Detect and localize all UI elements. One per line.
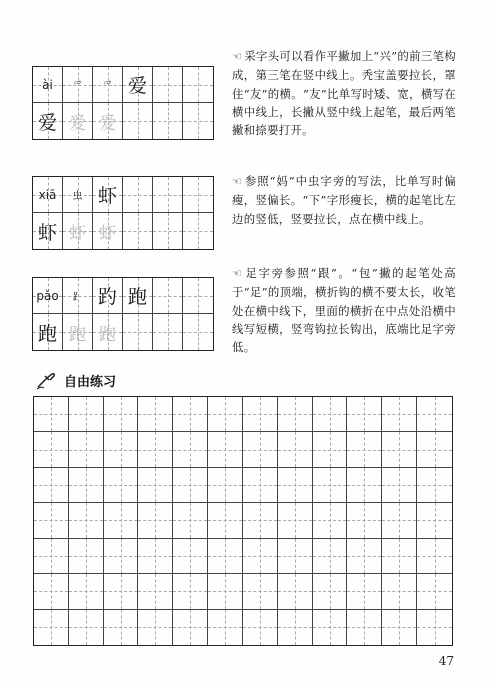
practice-cell[interactable] <box>278 503 313 538</box>
trace-cell <box>63 213 93 249</box>
practice-cell[interactable] <box>313 539 348 574</box>
empty-cell <box>153 278 183 314</box>
trace-char: 虾 <box>99 223 116 244</box>
practice-cell[interactable] <box>34 610 69 645</box>
practice-cell[interactable] <box>138 432 173 467</box>
practice-cell[interactable] <box>382 397 417 432</box>
stroke-cell <box>63 177 93 213</box>
trace-cell <box>63 314 93 350</box>
practice-cell[interactable] <box>138 468 173 503</box>
practice-cell[interactable] <box>382 539 417 574</box>
practice-cell[interactable] <box>104 610 139 645</box>
empty-cell <box>183 213 213 249</box>
practice-cell[interactable] <box>382 468 417 503</box>
practice-cell[interactable] <box>347 432 382 467</box>
stroke-step: ⻊ <box>72 292 83 303</box>
practice-cell[interactable] <box>243 574 278 609</box>
practice-cell[interactable] <box>34 574 69 609</box>
pointing-hand-icon: ☜ <box>232 175 243 188</box>
char-cell <box>33 103 63 139</box>
pinyin-xia: xiā <box>38 187 57 202</box>
stroke-step: 爫 <box>102 81 113 92</box>
practice-cell[interactable] <box>69 503 104 538</box>
practice-cell[interactable] <box>138 539 173 574</box>
practice-cell[interactable] <box>313 468 348 503</box>
practice-cell[interactable] <box>208 574 243 609</box>
practice-cell[interactable] <box>208 503 243 538</box>
practice-cell[interactable] <box>69 397 104 432</box>
practice-cell[interactable] <box>347 539 382 574</box>
practice-cell[interactable] <box>138 397 173 432</box>
practice-cell[interactable] <box>347 397 382 432</box>
model-char: 爱 <box>37 111 57 134</box>
practice-cell[interactable] <box>243 468 278 503</box>
stroke-cell <box>93 67 123 103</box>
practice-cell[interactable] <box>243 539 278 574</box>
free-practice-grid[interactable] <box>33 396 453 646</box>
note-text: 参照“妈”中虫字旁的写法，比单写时偏瘦，竖偏长。“下”字形瘦长，横的起笔比左边的竖低，竖要拉长，点在横中线上。 <box>232 174 456 226</box>
practice-cell[interactable] <box>278 468 313 503</box>
pinyin-pao: pǎo <box>36 288 59 303</box>
practice-cell[interactable] <box>313 397 348 432</box>
note-ai <box>232 47 456 139</box>
empty-cell <box>123 103 153 139</box>
practice-cell[interactable] <box>69 468 104 503</box>
practice-cell[interactable] <box>313 610 348 645</box>
practice-cell[interactable] <box>34 432 69 467</box>
practice-cell[interactable] <box>69 574 104 609</box>
practice-grid-ai <box>32 66 214 140</box>
practice-cell[interactable] <box>138 503 173 538</box>
empty-cell <box>183 177 213 213</box>
practice-cell[interactable] <box>278 574 313 609</box>
stroke-cell <box>93 278 123 314</box>
stroke-cell <box>63 67 93 103</box>
practice-grid-pao <box>32 277 214 351</box>
practice-cell[interactable] <box>173 503 208 538</box>
practice-cell[interactable] <box>278 539 313 574</box>
writing-hand-icon <box>36 372 58 390</box>
practice-cell[interactable] <box>313 574 348 609</box>
practice-cell[interactable] <box>69 610 104 645</box>
note-text: 足字旁参照“跟”。“包”撇的起笔处高于“足”的顶端，横折钩的横不要太长，收笔处在横中线下，里面的横折在中点处沿横中线写短横，竖弯钩拉长钩出，底端比足字旁低。 <box>232 266 456 355</box>
practice-cell[interactable] <box>34 503 69 538</box>
empty-cell <box>183 314 213 350</box>
note-pao <box>232 264 456 356</box>
practice-cell[interactable] <box>104 468 139 503</box>
stroke-step: 趵 <box>97 286 117 308</box>
practice-cell[interactable] <box>417 468 452 503</box>
practice-cell[interactable] <box>382 610 417 645</box>
practice-cell[interactable] <box>278 610 313 645</box>
practice-cell[interactable] <box>173 574 208 609</box>
practice-cell[interactable] <box>243 432 278 467</box>
practice-cell[interactable] <box>104 503 139 538</box>
pointing-hand-icon: ☜ <box>232 50 243 63</box>
practice-cell[interactable] <box>208 539 243 574</box>
practice-cell[interactable] <box>173 539 208 574</box>
free-practice-title: 自由练习 <box>64 375 117 390</box>
trace-char: 爱 <box>99 113 116 134</box>
practice-cell[interactable] <box>104 397 139 432</box>
practice-cell[interactable] <box>278 397 313 432</box>
practice-cell[interactable] <box>34 397 69 432</box>
pinyin-cell <box>33 67 63 103</box>
practice-cell[interactable] <box>417 574 452 609</box>
practice-cell[interactable] <box>382 432 417 467</box>
empty-cell <box>153 67 183 103</box>
practice-cell[interactable] <box>173 468 208 503</box>
practice-cell[interactable] <box>417 503 452 538</box>
practice-cell[interactable] <box>313 503 348 538</box>
practice-cell[interactable] <box>69 539 104 574</box>
empty-cell <box>183 67 213 103</box>
practice-cell[interactable] <box>34 539 69 574</box>
empty-cell <box>153 314 183 350</box>
practice-cell[interactable] <box>104 539 139 574</box>
trace-char: 跑 <box>99 324 116 345</box>
practice-cell[interactable] <box>208 397 243 432</box>
trace-cell <box>93 314 123 350</box>
empty-cell <box>183 103 213 139</box>
char-cell <box>33 314 63 350</box>
model-char: 跑 <box>37 322 57 345</box>
char-cell <box>93 177 123 213</box>
practice-cell[interactable] <box>243 397 278 432</box>
practice-cell[interactable] <box>138 574 173 609</box>
empty-cell <box>123 314 153 350</box>
empty-cell <box>183 278 213 314</box>
pinyin-cell <box>33 177 63 213</box>
note-text: 采字头可以看作平撇加上“兴”的前三笔构成，第三笔在竖中线上。秃宝盖要拉长，罩住“友”的横。“友”比单写时矮、宽，横写在横中线上，长撇从竖中线上起笔，最后两笔撇和捺要打开。 <box>232 49 456 138</box>
pinyin-ai: ài <box>42 77 53 92</box>
practice-cell[interactable] <box>347 610 382 645</box>
practice-cell[interactable] <box>417 539 452 574</box>
empty-cell <box>153 213 183 249</box>
trace-char: 爱 <box>69 113 86 134</box>
practice-cell[interactable] <box>208 468 243 503</box>
page-number: 47 <box>438 654 454 668</box>
practice-cell[interactable] <box>347 468 382 503</box>
trace-cell <box>63 103 93 139</box>
practice-cell[interactable] <box>417 432 452 467</box>
trace-char: 虾 <box>69 223 86 244</box>
practice-cell[interactable] <box>347 574 382 609</box>
free-practice-heading <box>36 371 116 390</box>
practice-cell[interactable] <box>173 610 208 645</box>
practice-cell[interactable] <box>278 432 313 467</box>
stroke-step: 爫 <box>72 81 83 92</box>
stroke-step: 虫 <box>72 191 83 202</box>
practice-cell[interactable] <box>104 574 139 609</box>
practice-cell[interactable] <box>417 610 452 645</box>
empty-cell <box>153 103 183 139</box>
practice-cell[interactable] <box>138 610 173 645</box>
empty-cell <box>153 177 183 213</box>
model-char: 虾 <box>97 185 117 207</box>
practice-grid-xia <box>32 176 214 250</box>
model-char: 爱 <box>127 75 147 97</box>
pinyin-cell <box>33 278 63 314</box>
note-xia <box>232 172 456 228</box>
practice-cell[interactable] <box>347 503 382 538</box>
empty-cell <box>123 213 153 249</box>
stroke-cell <box>63 278 93 314</box>
pointing-hand-icon: ☜ <box>232 267 243 280</box>
practice-cell[interactable] <box>173 397 208 432</box>
practice-cell[interactable] <box>243 503 278 538</box>
practice-cell[interactable] <box>104 432 139 467</box>
trace-cell <box>93 213 123 249</box>
practice-cell[interactable] <box>208 432 243 467</box>
char-cell <box>33 213 63 249</box>
practice-cell[interactable] <box>243 610 278 645</box>
practice-cell[interactable] <box>417 397 452 432</box>
practice-cell[interactable] <box>173 432 208 467</box>
model-char: 虾 <box>37 221 57 244</box>
trace-char: 跑 <box>69 324 86 345</box>
practice-cell[interactable] <box>208 610 243 645</box>
practice-cell[interactable] <box>69 432 104 467</box>
practice-cell[interactable] <box>382 574 417 609</box>
trace-cell <box>93 103 123 139</box>
char-cell <box>123 278 153 314</box>
practice-cell[interactable] <box>313 432 348 467</box>
model-char: 跑 <box>127 286 147 308</box>
practice-cell[interactable] <box>34 468 69 503</box>
empty-cell <box>123 177 153 213</box>
practice-cell[interactable] <box>382 503 417 538</box>
char-cell <box>123 67 153 103</box>
